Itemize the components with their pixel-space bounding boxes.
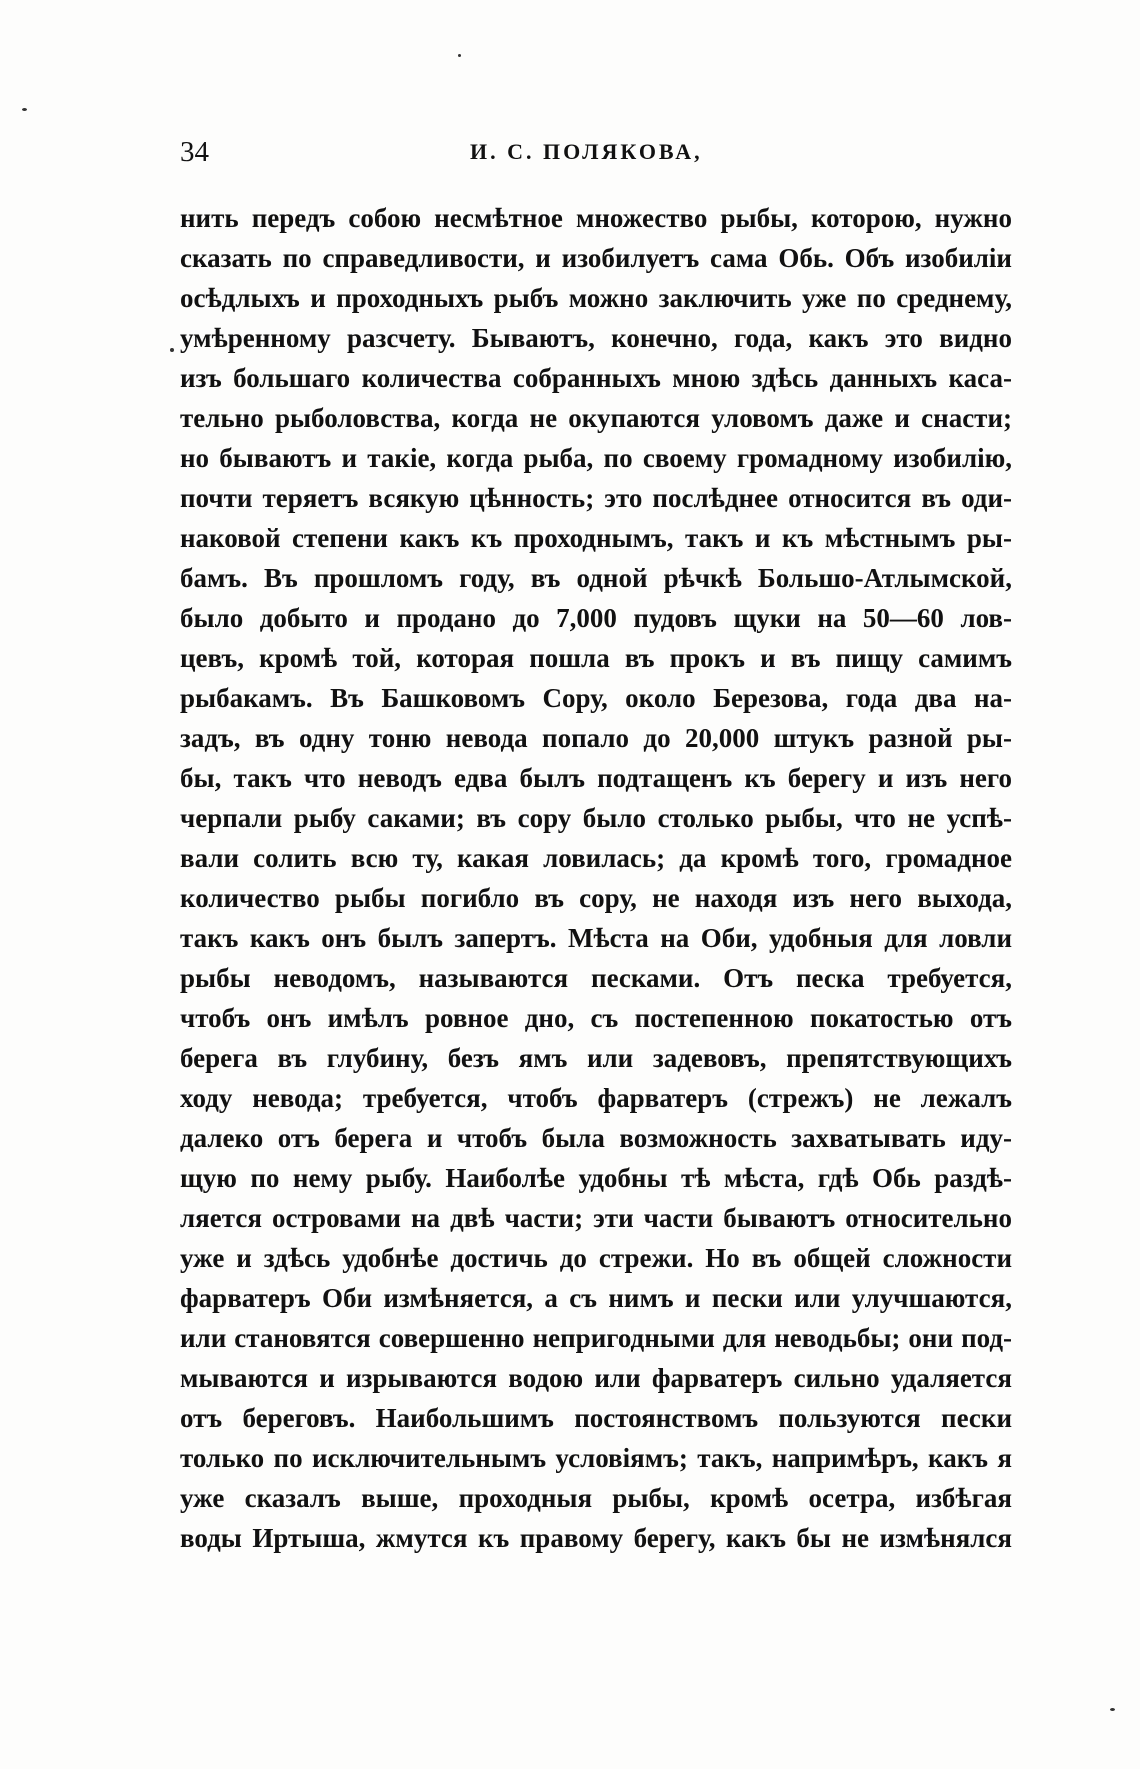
text-line: осѣдлыхъ и проходныхъ рыбъ можно заключить уже по среднему, (180, 283, 1012, 313)
text-line: бы, такъ что неводъ едва былъ подтащенъ къ берегу и изъ него (180, 763, 1012, 793)
text-line: черпали рыбу саками; въ сору было столько рыбы, что не успѣ- (180, 803, 1012, 833)
scan-speck (458, 54, 461, 57)
text-line: фарватеръ Оби измѣняется, а съ нимъ и пески или улучшаются, (180, 1283, 1012, 1313)
text-line: рыбы неводомъ, называются песками. Отъ песка требуется, (180, 963, 1012, 993)
text-line: количество рыбы погибло въ сору, не находя изъ него выхода, (180, 883, 1012, 913)
text-line: цевъ, кромѣ той, которая пошла въ прокъ и въ пищу самимъ (180, 643, 1012, 673)
text-line: ляется островами на двѣ части; эти части бываютъ относительно (180, 1203, 1012, 1233)
running-head (180, 132, 1010, 172)
text-line: умѣренному разсчету. Бываютъ, конечно, года, какъ это видно (180, 323, 1012, 353)
text-line: уже и здѣсь удобнѣе достичь до стрежи. Но въ общей сложности (180, 1243, 1012, 1273)
text-line: вали солить всю ту, какая ловилась; да кромѣ того, громадное (180, 843, 1012, 873)
text-line: наковой степени какъ къ проходнымъ, такъ и къ мѣстнымъ ры- (180, 523, 1012, 553)
text-line: отъ береговъ. Наибольшимъ постоянствомъ пользуются пески (180, 1403, 1012, 1433)
text-line: тельно рыболовства, когда не окупаются уловомъ даже и снасти; (180, 403, 1012, 433)
text-line: такъ какъ онъ былъ запертъ. Мѣста на Оби, удобныя для ловли (180, 923, 1012, 953)
text-line: берега въ глубину, безъ ямъ или задевовъ, препятствующихъ (180, 1043, 1012, 1073)
text-line: рыбакамъ. Въ Башковомъ Сору, около Березова, года два на- (180, 683, 1012, 713)
text-line: чтобъ онъ имѣлъ ровное дно, съ постепенною покатостью отъ (180, 1003, 1012, 1033)
body-text (180, 198, 1012, 1558)
text-line: было добыто и продано до 7,000 пудовъ щуки на 50—60 лов- (180, 603, 1012, 633)
scan-speck (22, 108, 27, 111)
scan-speck (1110, 1708, 1115, 1711)
scan-speck (170, 348, 174, 352)
text-line: уже сказалъ выше, проходныя рыбы, кромѣ осетра, избѣгая (180, 1483, 1012, 1513)
text-line: щую по нему рыбу. Наиболѣе удобны тѣ мѣста, гдѣ Обь раздѣ- (180, 1163, 1012, 1193)
text-line: далеко отъ берега и чтобъ была возможность захватывать иду- (180, 1123, 1012, 1153)
text-line: мываются и изрываются водою или фарватеръ сильно удаляется (180, 1363, 1012, 1393)
text-line: почти теряетъ всякую цѣнность; это послѣднее относится въ оди- (180, 483, 1012, 513)
text-line: задъ, въ одну тоню невода попало до 20,000 штукъ разной ры- (180, 723, 1012, 753)
text-line: или становятся совершенно непригодными для неводьбы; они под- (180, 1323, 1012, 1353)
text-line: бамъ. Въ прошломъ году, въ одной рѣчкѣ Большо-Атлымской, (180, 563, 1012, 593)
text-line: воды Иртыша, жмутся къ правому берегу, какъ бы не измѣнялся (180, 1523, 1012, 1553)
text-line: сказать по справедливости, и изобилуетъ сама Обь. Объ изобиліи (180, 243, 1012, 273)
text-line: нить передъ собою несмѣтное множество рыбы, которою, нужно (180, 203, 1012, 233)
running-title: И. С. ПОЛЯКОВА, (470, 139, 703, 164)
text-line: изъ большаго количества собранныхъ мною здѣсь данныхъ каса- (180, 363, 1012, 393)
text-line: но бываютъ и такіе, когда рыба, по своему громадному изобилію, (180, 443, 1012, 473)
page-number: 34 (180, 136, 209, 168)
text-line: только по исключительнымъ условіямъ; такъ, напримѣръ, какъ я (180, 1443, 1012, 1473)
text-line: ходу невода; требуется, чтобъ фарватеръ (стрежъ) не лежалъ (180, 1083, 1012, 1113)
